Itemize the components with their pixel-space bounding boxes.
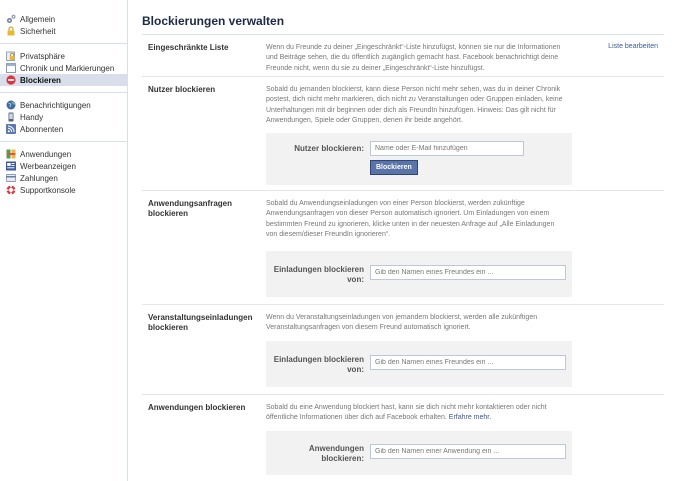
main-content — [142, 0, 664, 475]
timeline-icon — [6, 63, 16, 73]
sidebar-item-label: Allgemein — [20, 14, 56, 24]
section-title: Anwendungsanfragen blockieren — [148, 199, 233, 218]
sidebar-item-apps[interactable] — [0, 148, 127, 160]
event-invites-label-line1: Einladungen blockieren — [273, 355, 364, 364]
section-block-app-invites — [142, 191, 664, 305]
nav-group-account — [0, 0, 127, 43]
edit-list-link[interactable]: Liste bearbeiten — [608, 43, 658, 50]
section-description: Wenn du Veranstaltungseinladungen von jemandem blockierst, werden alle zukünftigen Veranstaltungsanfragen von diesem Freund automatisch ignoriert. — [266, 314, 538, 332]
block-apps-input[interactable] — [370, 444, 566, 459]
app-invites-label-line1: Einladungen blockieren — [273, 265, 364, 274]
app-invites-form — [266, 251, 572, 297]
app-invites-label — [266, 265, 364, 285]
nav-group-apps — [0, 141, 127, 202]
section-title: Anwendungen blockieren — [148, 403, 246, 412]
block-apps-form — [266, 431, 572, 475]
sidebar-item-label: Chronik und Markierungen — [20, 63, 115, 73]
section-description: Sobald du Anwendungseinladungen von einer Person blockierst, werden zukünftige Anwendungsanfragen von dieser Person automatisch ignoriert. Um Einladungen von einem bestimmten Freund zu ignorieren, klicke unten in der neuesten Anfrage auf „Alle Einladungen von diesem/dieser FreundIn ignorieren“. — [266, 200, 555, 239]
event-invites-form — [266, 341, 572, 387]
sidebar-item-label: Privatsphäre — [20, 51, 65, 61]
nav-group-notifications — [0, 92, 127, 141]
lifebuoy-icon — [6, 185, 16, 195]
section-restricted-list — [142, 35, 664, 77]
sidebar-item-privacy[interactable] — [0, 50, 127, 62]
settings-sidebar — [0, 0, 128, 481]
block-apps-label-line2: blockieren: — [321, 454, 364, 463]
sidebar-item-label: Benachrichtigungen — [20, 100, 91, 110]
section-description: Wenn du Freunde zu deiner „Eingeschränkt“-Liste hinzufügst, können sie nur die Informationen und Beiträge sehen, die du öffentlich zugänglich gemacht hast. Facebook benachrichtigt deine Freunde nicht, wenn du sie zu deiner „Eingeschränkt“-Liste hinzufügst. — [266, 44, 561, 72]
privacy-lock-icon — [6, 51, 16, 61]
block-apps-label-line1: Anwendungen — [308, 444, 364, 453]
rss-icon — [6, 124, 16, 134]
sidebar-item-subscribers[interactable] — [0, 123, 127, 135]
sidebar-item-support[interactable] — [0, 184, 127, 196]
page-title: Blockierungen verwalten — [142, 0, 664, 35]
sidebar-item-mobile[interactable] — [0, 111, 127, 123]
apps-icon — [6, 149, 16, 159]
block-icon — [6, 75, 16, 85]
sidebar-item-label: Sicherheit — [20, 26, 56, 36]
sidebar-item-label: Anwendungen — [20, 149, 72, 159]
sidebar-item-ads[interactable] — [0, 160, 127, 172]
section-block-apps — [142, 395, 664, 475]
event-invites-label-line2: von: — [347, 365, 364, 374]
event-invites-input[interactable] — [370, 355, 566, 370]
app-invites-label-line2: von: — [347, 275, 364, 284]
gears-icon — [6, 14, 16, 24]
sidebar-item-label: Blockieren — [20, 75, 61, 85]
block-apps-label — [266, 444, 364, 464]
sidebar-item-label: Supportkonsole — [20, 185, 76, 195]
section-block-users — [142, 77, 664, 191]
sidebar-item-label: Zahlungen — [20, 173, 58, 183]
learn-more-link[interactable]: Erfahre mehr. — [448, 414, 492, 422]
section-description — [266, 403, 566, 424]
sidebar-item-payments[interactable] — [0, 172, 127, 184]
section-block-event-invites — [142, 305, 664, 395]
section-title: Veranstaltungseinladungen blockieren — [148, 313, 253, 332]
sidebar-item-timeline[interactable] — [0, 62, 127, 74]
section-title: Nutzer blockieren — [148, 85, 216, 94]
sidebar-item-blocking[interactable] — [0, 74, 127, 86]
card-icon — [6, 173, 16, 183]
block-users-form — [266, 133, 572, 185]
sidebar-item-general[interactable] — [0, 13, 127, 25]
app-invites-input[interactable] — [370, 265, 566, 280]
sidebar-item-label: Handy — [20, 112, 44, 122]
mobile-icon — [6, 112, 16, 122]
block-apps-description: Sobald du eine Anwendung blockiert hast, kann sie dich nicht mehr kontaktieren oder nicht öffentliche Informationen über dich auf Facebook erhalten. — [266, 404, 547, 422]
block-button[interactable]: Blockieren — [370, 160, 418, 175]
section-title: Eingeschränkte Liste — [148, 43, 229, 52]
globe-icon — [6, 100, 16, 110]
ads-icon — [6, 161, 16, 171]
sidebar-item-security[interactable] — [0, 25, 127, 37]
sidebar-item-label: Abonnenten — [20, 124, 64, 134]
nav-group-privacy — [0, 43, 127, 92]
sidebar-item-notifications[interactable] — [0, 99, 127, 111]
block-users-input[interactable] — [370, 141, 524, 156]
lock-icon — [6, 26, 16, 36]
block-users-label: Nutzer blockieren: — [294, 144, 364, 153]
section-description: Sobald du jemanden blockierst, kann diese Person nicht mehr sehen, was du in deiner Chronik postest, dich nicht mehr markieren, dich nicht zu Veranstaltungen oder Gruppen einladen, keine Unterhaltungen mit dir beginnen oder dich als FreundIn hinzufügen. Hinweis: Das gilt nicht für Anwendungen, Spiele oder Gruppen, denen ihr beide angehört. — [266, 86, 563, 125]
event-invites-label — [266, 355, 364, 375]
sidebar-item-label: Werbeanzeigen — [20, 161, 76, 171]
